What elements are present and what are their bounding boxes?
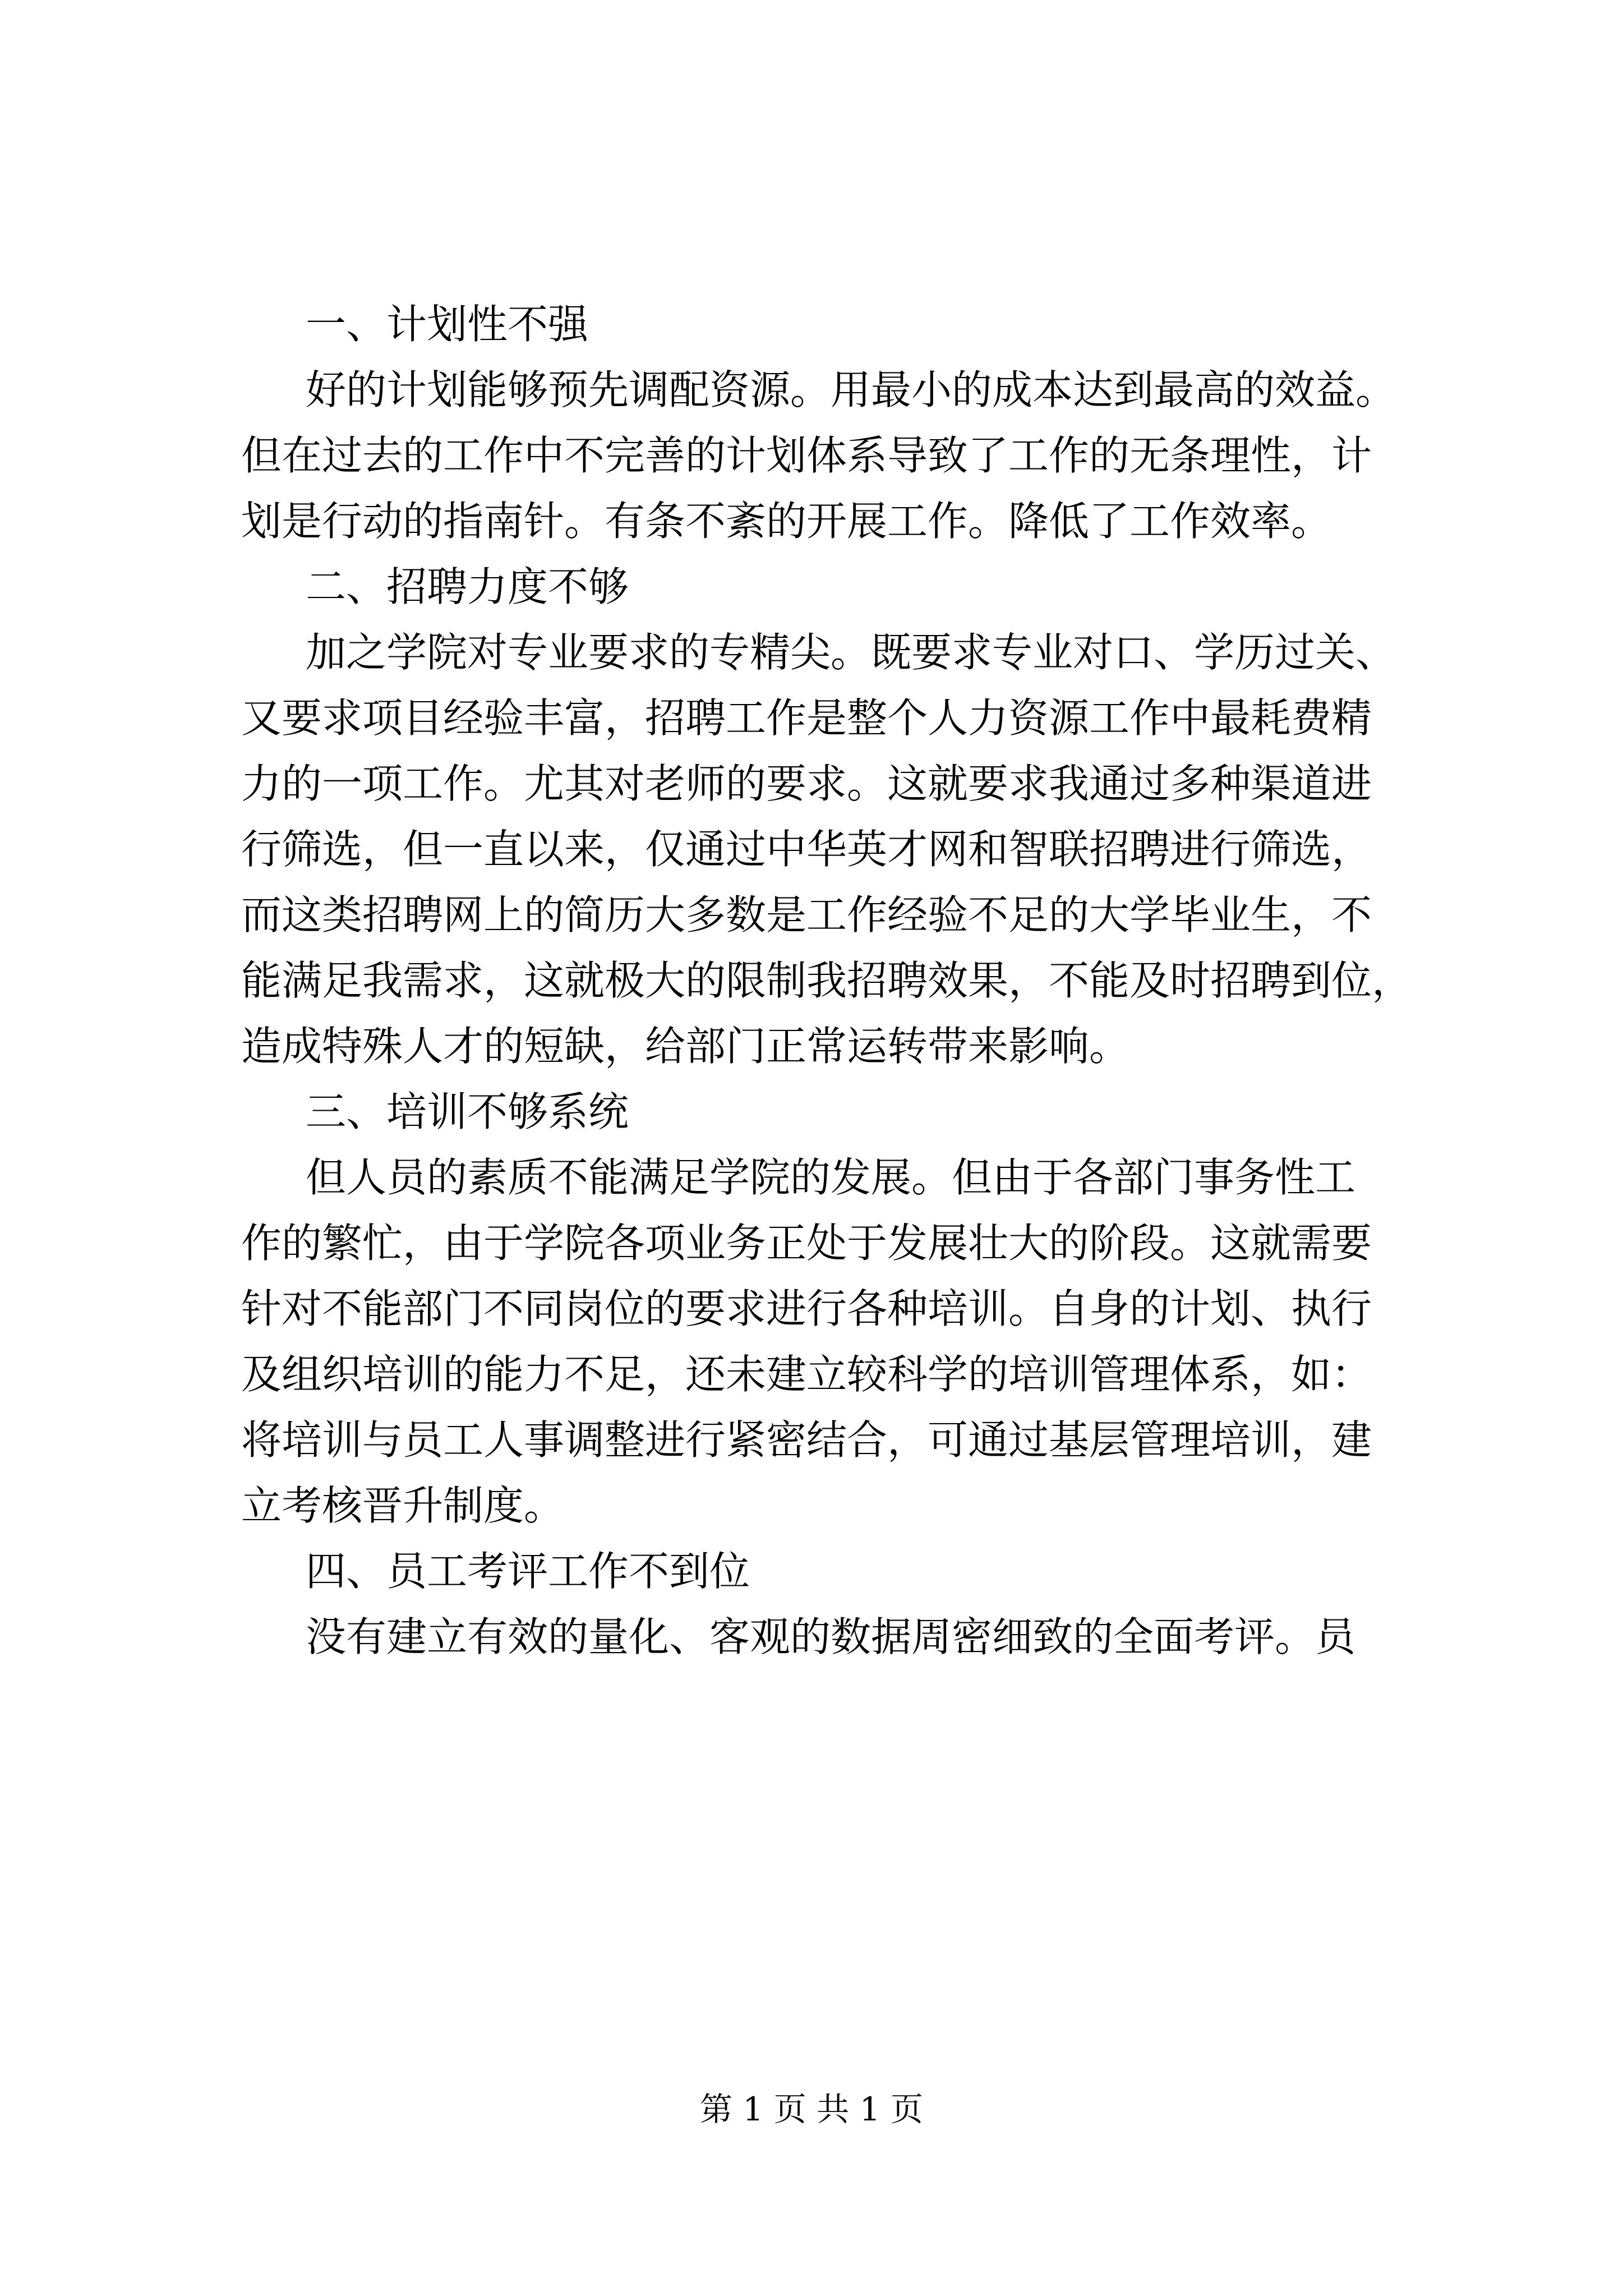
paragraph-line: 作的繁忙，由于学院各项业务正处于发展壮大的阶段。这就需要 bbox=[241, 1220, 1372, 1267]
page-number-footer: 第 1 页 共 1 页 bbox=[700, 2090, 923, 2128]
section-heading-3: 三、培训不够系统 bbox=[306, 1088, 629, 1135]
paragraph-line: 但人员的素质不能满足学院的发展。但由于各部门事务性工 bbox=[306, 1154, 1356, 1201]
section-heading-2: 二、招聘力度不够 bbox=[306, 563, 629, 610]
paragraph-line: 加之学院对专业要求的专精尖。既要求专业对口、学历过关、 bbox=[306, 629, 1396, 676]
paragraph-line: 力的一项工作。尤其对老师的要求。这就要求我通过多种渠道进 bbox=[241, 760, 1372, 807]
section-heading-4: 四、员工考评工作不到位 bbox=[306, 1548, 750, 1595]
document-body bbox=[241, 292, 1419, 1670]
paragraph-line: 及组织培训的能力不足，还未建立较科学的培训管理体系，如： bbox=[241, 1351, 1372, 1398]
paragraph-line: 好的计划能够预先调配资源。用最小的成本达到最高的效益。 bbox=[306, 366, 1396, 413]
paragraph-line: 而这类招聘网上的简历大多数是工作经验不足的大学毕业生，不 bbox=[241, 891, 1372, 938]
section-heading-1: 一、计划性不强 bbox=[306, 301, 589, 348]
paragraph-line: 又要求项目经验丰富，招聘工作是整个人力资源工作中最耗费精 bbox=[241, 694, 1372, 742]
paragraph-line: 但在过去的工作中不完善的计划体系导致了工作的无条理性，计 bbox=[241, 432, 1372, 479]
paragraph-line: 行筛选，但一直以来，仅通过中华英才网和智联招聘进行筛选， bbox=[241, 826, 1372, 873]
paragraph-line: 立考核晋升制度。 bbox=[241, 1482, 565, 1529]
paragraph-line: 针对不能部门不同岗位的要求进行各种培训。自身的计划、执行 bbox=[241, 1285, 1372, 1332]
paragraph-line: 能满足我需求，这就极大的限制我招聘效果，不能及时招聘到位， bbox=[241, 957, 1413, 1004]
paragraph-line: 将培训与员工人事调整进行紧密结合，可通过基层管理培训，建 bbox=[241, 1416, 1372, 1464]
paragraph-line: 划是行动的指南针。有条不紊的开展工作。降低了工作效率。 bbox=[241, 498, 1332, 545]
paragraph-line: 没有建立有效的量化、客观的数据周密细致的全面考评。员 bbox=[306, 1613, 1356, 1660]
paragraph-line: 造成特殊人才的短缺，给部门正常运转带来影响。 bbox=[241, 1023, 1130, 1070]
